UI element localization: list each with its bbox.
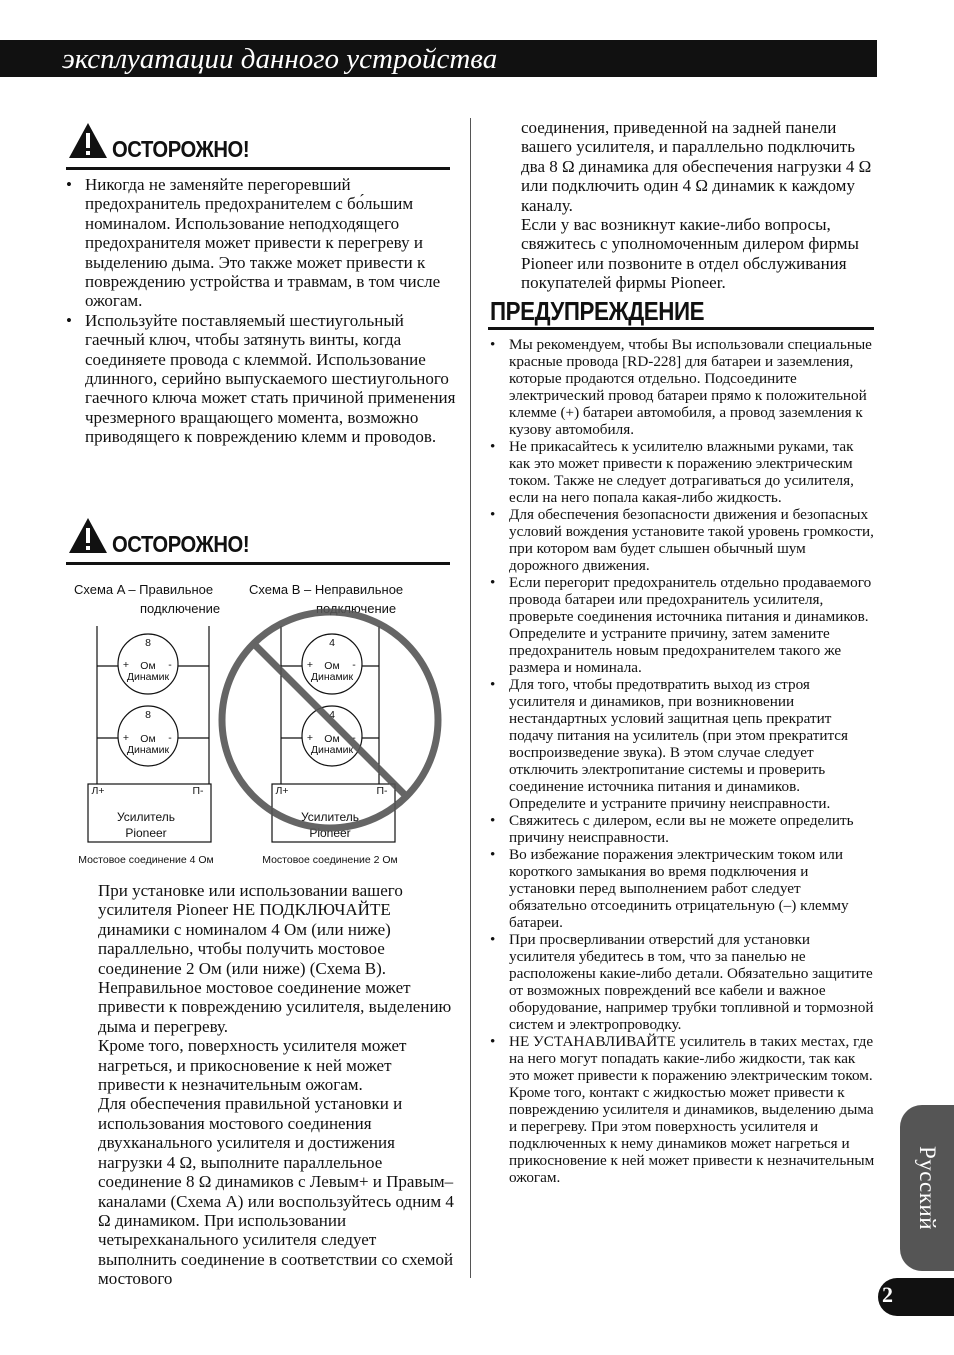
warning-item-7: • Во избежание поражения электрическим током или короткого замыкания во время подключения и установки перед выполнением работ следует обязательно отсоединить отрицательную (–) клемму батареи. <box>490 846 876 931</box>
bridge-paragraph-2: Кроме того, поверхность усилителя может нагреться, и прикосновение к ней может привести к незначительным ожогам. <box>98 1036 407 1095</box>
warning-item-2: • Не прикасайтесь к усилителю влажными руками, так как это может привести к поражению электрическим током. Также не следует дотрагиваться до усилителя, если на него попала какая-либо жидкость. <box>490 438 876 506</box>
warning-item-6: • Свяжитесь с дилером, если вы не можете определить причину неисправности. <box>490 812 876 846</box>
caution-heading-2 <box>66 517 450 565</box>
schema-b-amp-line1: Усилитель <box>300 810 360 824</box>
schema-b-bottom-ohm-value: 4 <box>329 709 335 721</box>
page-header-title: эксплуатации данного устройства <box>62 43 498 75</box>
caution-1-item-2: • Используйте поставляемый шестиугольный гаечный ключ, чтобы затянуть винты, когда соединяете провода с клеммой. Использование длинного, серийно выпускаемого шестиугольного гаечного ключа может стать причиной применения чрезмерного вращающего момента, возможно приводящего к повреждению клемм и проводов. <box>66 311 456 447</box>
schema-a-bottom-minus: - <box>168 732 172 744</box>
page-number-badge <box>878 1278 954 1316</box>
warning-item-4: • Если перегорит предохранитель отдельно продаваемого провода батареи или предохранитель усилителя, проверьте соединения источника питания и динамиков. Определите и устраните причину, затем замените предохранитель новым предохранителем такого же размера и номинала. <box>490 574 876 676</box>
page-number: 2 <box>882 1282 893 1307</box>
schema-a-bottom-speaker-label: Динамик <box>126 744 170 756</box>
warning-triangle-icon <box>68 517 108 555</box>
schema-a-caption: Мостовое соединение 4 Ом <box>78 854 214 866</box>
schema-a-top-ohm-value: 8 <box>145 637 151 649</box>
caution-heading-1 <box>66 122 450 170</box>
schema-a-title-line1: Схема A – Правильное <box>74 582 214 597</box>
bridge-connection-text <box>98 881 454 1289</box>
schema-a-bottom-ohm-value: 8 <box>145 709 151 721</box>
warning-item-9: • НЕ УСТАНАВЛИВАЙТЕ усилитель в таких местах, где на него могут попадать какие-либо жидкости, так как это может привести к поражению электрическим током. Кроме того, контакт с жидкостью может привести к повреждению усилителя и динамиков, выделению дыма и перегреву. При этом поверхность усилителя и подключенных к нему динамиков может нагреться и прикосновение к ней может привести к незначительным ожогам. <box>490 1033 876 1186</box>
bridge-paragraph-1: При установке или использовании вашего усилителя Pioneer НЕ ПОДКЛЮЧАЙТЕ динамики с номиналом 4 Ом (или ниже) параллельно, чтобы получить мостовое соединение 2 Ом (или ниже) (Схема B). Неправильное мостовое соединение может привести к повреждению усилителя, выделению дыма и перегреву. <box>98 881 452 1036</box>
column-divider <box>470 118 471 1278</box>
schema-a-right-minus: П- <box>192 785 204 797</box>
schema-a-left-plus: Л+ <box>91 785 105 797</box>
schema-b-caption: Мостовое соединение 2 Ом <box>262 854 398 866</box>
schema-b-bottom-plus: + <box>306 732 314 744</box>
warning-heading <box>488 294 874 330</box>
warning-item-5: • Для того, чтобы предотвратить выход из строя усилителя и динамиков, при возникновении нестандартных условий защитная цепь прекратит подачу питания на усилитель (при этом прекратится воспроизведение звука). В этом случае следует отключить электропитание системы и проверить соединение источника питания и динамиков. Определите и устраните причину неисправности. <box>490 676 876 812</box>
warning-triangle-icon <box>68 122 108 160</box>
schema-b-top-minus: - <box>352 659 356 671</box>
warning-item-8: • При просверливании отверстий для установки усилителя убедитесь в том, что за панелью не расположены какие-либо детали. Обязательно защитите от возможных повреждений все кабели и важное оборудование, например трубки топливной и тормозной систем и электропроводку. <box>490 931 876 1033</box>
schema-a-top-minus: - <box>168 659 172 671</box>
schema-b-bottom-minus: - <box>352 732 356 744</box>
schema-b-top-ohm-label: Ом <box>324 660 340 672</box>
bridge-paragraph-3: Для обеспечения правильной установки и использования мостового соединения двухканального усилителя и достижения нагрузки 4 Ω, выполните параллельное соединение 8 Ω динамиков с Левым+ и Правым– каналами (Схема A) или воспользуйтесь одним 4 Ω динамиком. При использовании четырехканального усилителя следует выполнить соединение в соответствии со схемой мостового <box>98 1094 454 1289</box>
schema-a-top-speaker-label: Динамик <box>126 671 170 683</box>
schema-b-amp-line2: Pioneer <box>309 826 351 840</box>
language-tab <box>900 1105 954 1271</box>
schema-a-bottom-plus: + <box>122 732 130 744</box>
caution-1-list <box>66 175 456 447</box>
schema-b-title-line2: подключение <box>316 601 397 616</box>
warning-item-3: • Для обеспечения безопасности движения и безопасных условий вождения установите такой уровень громкости, при котором вам будет слышен обычный шум дорожного движения. <box>490 506 876 574</box>
schema-b-top-speaker-label: Динамик <box>310 671 354 683</box>
schema-b-top-plus: + <box>306 659 314 671</box>
schema-b-top-ohm-value: 4 <box>329 637 335 649</box>
caution-1-item-1: • Никогда не заменяйте перегоревший предохранитель предохранителем с бо́льшим номиналом. Использование неподходящего предохранителя может привести к перегреву и выделению дыма. Это также может привести к повреждению устройства и травмам, в том числе ожогам. <box>66 175 456 311</box>
warning-list <box>490 336 876 1186</box>
schema-a-amp-line1: Усилитель <box>116 810 176 824</box>
header-bar <box>0 40 877 77</box>
schema-b-bottom-speaker-label: Динамик <box>310 744 354 756</box>
caution-label-2: ОСТОРОЖНО! <box>112 531 250 557</box>
continued-text <box>521 118 878 293</box>
schema-b-bottom-ohm-label: Ом <box>324 733 340 745</box>
schema-a-top-plus: + <box>122 659 130 671</box>
schema-b-title-line1: Схема B – Неправильное <box>249 582 404 597</box>
caution-label-1: ОСТОРОЖНО! <box>112 136 250 162</box>
schema-a-bottom-ohm-label: Ом <box>140 733 156 745</box>
schema-b-right-minus: П- <box>376 785 388 797</box>
language-label: Русский <box>915 1146 940 1230</box>
schema-b-left-plus: Л+ <box>275 785 289 797</box>
continued-paragraph-1: соединения, приведенной на задней панели вашего усилителя, и параллельно подключить два 8 Ω динамика для обеспечения нагрузки 4 Ω или подключить один 4 Ω динамик к каждому каналу. <box>521 118 872 215</box>
warning-item-1: • Мы рекомендуем, чтобы Вы использовали специальные красные провода [RD-228] для батареи и заземления, которые продаются отдельно. Подсоедините электрический провод батареи прямо к положительной клемме (+) батареи автомобиля, а провод заземления к кузову автомобиля. <box>490 336 876 438</box>
warning-title: ПРЕДУПРЕЖДЕНИЕ <box>490 296 705 326</box>
schema-a-amp-line2: Pioneer <box>125 826 167 840</box>
continued-paragraph-2: Если у вас возникнут какие-либо вопросы, свяжитесь с уполномоченным дилером фирмы Pioneer или позвоните в отдел обслуживания покупателей фирмы Pioneer. <box>521 215 859 293</box>
schema-a-top-ohm-label: Ом <box>140 660 156 672</box>
wiring-diagram <box>66 576 456 872</box>
schema-a-title-line2: подключение <box>140 601 221 616</box>
